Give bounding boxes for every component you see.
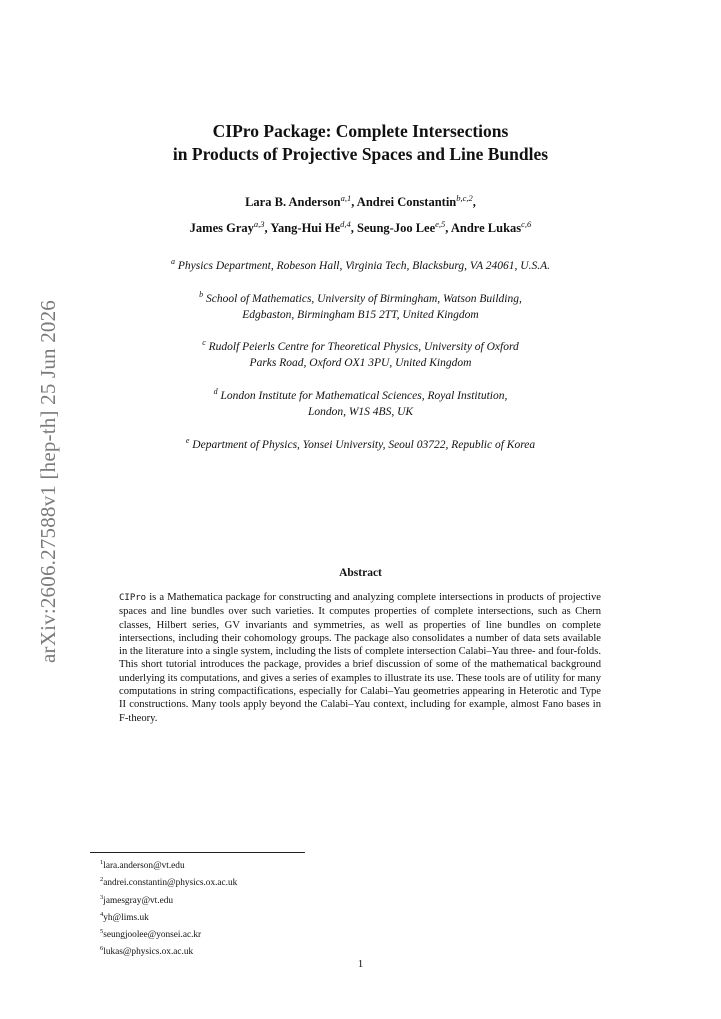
author-affil-mark: c,6 — [521, 219, 532, 230]
affiliation-text: Rudolf Peierls Centre for Theoretical Physics, University of Oxford — [208, 340, 519, 353]
author-separator: , — [264, 221, 271, 236]
footnote-item — [100, 925, 237, 942]
author-separator: , — [351, 195, 357, 210]
abstract-body — [119, 591, 601, 725]
author-affil-mark: e,5 — [435, 219, 446, 230]
footnotes — [100, 856, 237, 960]
affiliation-b — [0, 287, 721, 323]
title-line-1: CIPro Package: Complete Intersections — [212, 121, 509, 141]
footnote-item — [100, 891, 237, 908]
arxiv-identifier: arXiv:2606.27588v1 [hep-th] 25 Jun 2026 — [36, 299, 60, 663]
affiliation-line — [0, 433, 721, 453]
author-affil-mark: d,4 — [340, 219, 351, 230]
affiliation-line-2: London, W1S 4BS, UK — [307, 405, 414, 418]
author-separator: , — [472, 195, 476, 210]
affiliation-mark: d — [213, 387, 218, 396]
author-list — [0, 187, 721, 239]
affiliation-mark: a — [171, 257, 175, 266]
author-line-2 — [0, 213, 721, 239]
affiliation-line — [0, 335, 721, 355]
abstract-text: is a Mathematica package for constructing and analyzing complete intersections in products of projective spaces and line bundles over such varieties. It computes properties of complete intersections, such as Chern classes, Hilbert series, GV invariants and symmetries, as well as properties of line bundles on complete intersections, including their cohomology groups. The package also consolidates a number of data sets available in the literature into a single system, including the lists of complete intersection Calabi–Yau three- and four-folds. This short tutorial introduces the package, provides a brief discussion of some of the mathematical background underlying its computations, and gives a series of examples to illustrate its use. These tools are of utility for many computations in string compactifications, especially for Calabi–Yau geometries appearing in Heterotic and Type II constructions. Many tools apply beyond the Calabi–Yau context, including for example, almost Fano bases in F-theory. — [119, 592, 602, 724]
footnote-email: seungjoolee@yonsei.ac.kr — [103, 930, 202, 941]
title-line-2: in Products of Projective Spaces and Line Bundles — [172, 144, 549, 164]
footnote-email: andrei.constantin@physics.ox.ac.uk — [103, 878, 238, 889]
author-separator: , — [350, 221, 358, 236]
footnote-email: yh@lims.uk — [103, 912, 149, 923]
affiliation-e — [0, 433, 721, 453]
footnote-rule — [90, 852, 305, 853]
page-number: 1 — [357, 958, 364, 970]
footnote-number: 5 — [100, 928, 104, 936]
affiliation-c — [0, 335, 721, 371]
affiliation-text: Department of Physics, Yonsei University, Seoul 03722, Republic of Korea — [192, 438, 536, 451]
abstract-paragraph — [119, 591, 601, 725]
footnote-item — [100, 856, 237, 873]
affiliation-line — [0, 287, 721, 307]
author-separator: , — [445, 221, 451, 236]
author-name: Yang-Hui He — [270, 221, 341, 236]
affiliation-line — [0, 384, 721, 404]
affiliation-text: London Institute for Mathematical Sciences, Royal Institution, — [220, 389, 508, 402]
footnote-number: 6 — [100, 945, 104, 953]
footnote-item — [100, 873, 237, 890]
footnote-email: lara.anderson@vt.edu — [103, 861, 185, 872]
footnote-number: 3 — [100, 893, 104, 901]
author-name: Seung-Joo Lee — [357, 221, 436, 236]
affiliation-d — [0, 384, 721, 420]
author-name: Lara B. Anderson — [245, 195, 341, 210]
affiliation-line-2: Parks Road, Oxford OX1 3PU, United Kingdom — [249, 356, 472, 369]
affiliation-a — [0, 254, 721, 274]
footnote-item — [100, 908, 237, 925]
package-name-code: CIPro — [119, 593, 147, 603]
affiliation-line — [0, 254, 721, 274]
footnote-email: jamesgray@vt.edu — [103, 895, 173, 906]
affiliation-line-2: Edgbaston, Birmingham B15 2TT, United Kingdom — [242, 308, 479, 321]
affiliation-mark: e — [185, 436, 190, 445]
affiliation-text: Physics Department, Robeson Hall, Virginia Tech, Blacksburg, VA 24061, U.S.A. — [177, 259, 550, 272]
footnote-number: 4 — [100, 910, 104, 918]
author-name: Andre Lukas — [450, 221, 522, 236]
author-line-1 — [0, 187, 721, 213]
footnote-email: lukas@physics.ox.ac.uk — [103, 947, 194, 958]
affiliation-mark: c — [202, 338, 206, 347]
author-affil-mark: b,c,2 — [456, 193, 473, 203]
author-affil-mark: a,1 — [340, 193, 352, 203]
abstract-heading: Abstract — [339, 567, 382, 579]
author-affil-mark: a,3 — [253, 219, 265, 230]
footnote-number: 1 — [100, 859, 104, 866]
author-name: Andrei Constantin — [356, 195, 457, 210]
author-name: James Gray — [189, 221, 254, 236]
footnote-number: 2 — [100, 876, 104, 884]
paper-title — [0, 120, 721, 166]
affiliation-mark: b — [199, 290, 204, 299]
affiliation-text: School of Mathematics, University of Birmingham, Watson Building, — [206, 292, 522, 305]
